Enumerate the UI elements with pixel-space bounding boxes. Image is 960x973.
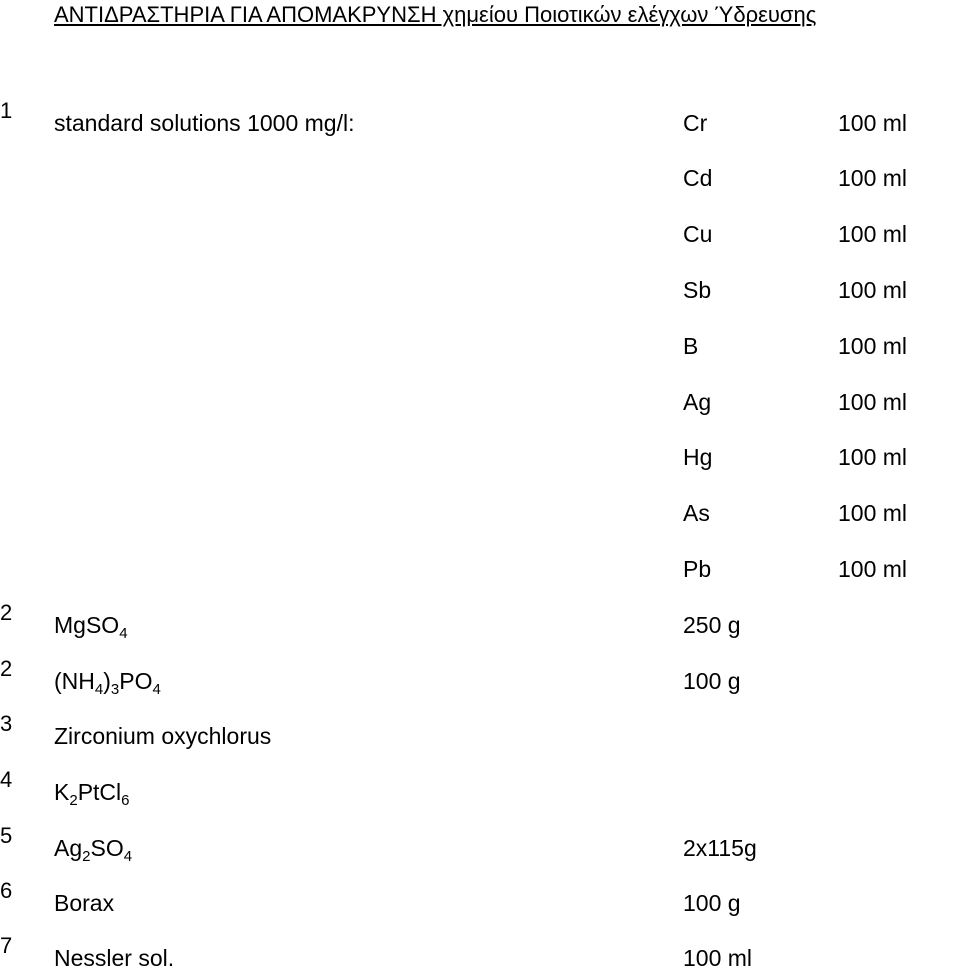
item-number: 7 — [0, 933, 13, 958]
standard-row-ag — [0, 387, 960, 417]
element-symbol: As — [683, 500, 710, 526]
element-symbol: Pb — [683, 556, 712, 582]
reagent-formula: $K_2PtCl_6$ — [54, 779, 130, 809]
reagent-row-nh4-3po4 — [0, 656, 960, 698]
element-symbol: Cr — [683, 110, 708, 136]
element-symbol: Hg — [683, 444, 713, 470]
element-volume: 100 ml — [838, 165, 908, 191]
reagent-quantity: 250 g — [683, 612, 741, 638]
item-number: 4 — [0, 767, 13, 792]
element-volume: 100 ml — [838, 110, 908, 136]
element-volume: 100 ml — [838, 444, 908, 470]
item-number: 5 — [0, 823, 13, 848]
reagent-quantity: 2x115g — [683, 835, 757, 861]
reagent-name: Zirconium oxychlorus — [54, 723, 272, 749]
standard-row-cu — [0, 219, 960, 249]
reagent-row-zirconium — [0, 711, 960, 751]
item-number: 2 — [0, 600, 13, 625]
element-symbol: Cu — [683, 221, 713, 247]
reagent-formula: $(NH_4)_3PO_4$ — [54, 668, 161, 698]
reagent-quantity: 100 g — [683, 890, 741, 916]
element-volume: 100 ml — [838, 333, 908, 359]
standard-row-pb — [0, 554, 960, 584]
element-symbol: Sb — [683, 277, 712, 303]
item-number: 1 — [0, 98, 13, 123]
element-symbol: Cd — [683, 165, 713, 191]
reagent-quantity: 100 g — [683, 668, 741, 694]
element-symbol: B — [683, 333, 699, 359]
reagent-name: Nessler sol. — [54, 945, 175, 971]
element-volume: 100 ml — [838, 389, 908, 415]
element-volume: 100 ml — [838, 556, 908, 582]
item-label: standard solutions 1000 mg/l: — [54, 110, 355, 136]
element-volume: 100 ml — [838, 221, 908, 247]
reagent-row-ag2so4 — [0, 823, 960, 865]
element-symbol: Ag — [683, 389, 712, 415]
standard-row-cd — [0, 163, 960, 193]
element-volume: 100 ml — [838, 500, 908, 526]
reagent-row-mgso4 — [0, 600, 960, 642]
reagent-formula: $Ag_2SO_4$ — [54, 835, 133, 865]
page-title: ΑΝΤΙΔΡΑΣΤΗΡΙΑ ΓΙΑ ΑΠΟΜΑΚΡΥΝΣΗ χημείου Ποιοτικών ελέγχων Ύδρευσης — [54, 2, 817, 27]
standard-row-hg — [0, 442, 960, 472]
reagent-formula: MgSO$_4$ — [54, 612, 128, 642]
item-number: 3 — [0, 711, 13, 736]
item-number: 6 — [0, 878, 13, 903]
standard-row-cr — [0, 98, 960, 138]
reagent-row-k2ptcl6 — [0, 767, 960, 809]
reagent-name: Borax — [54, 890, 115, 916]
element-volume: 100 ml — [838, 277, 908, 303]
standard-row-as — [0, 498, 960, 528]
standard-row-sb — [0, 275, 960, 305]
reagent-quantity: 100 ml — [683, 945, 753, 971]
standard-row-b — [0, 331, 960, 361]
item-number: 2 — [0, 656, 13, 681]
reagent-row-borax — [0, 878, 960, 918]
